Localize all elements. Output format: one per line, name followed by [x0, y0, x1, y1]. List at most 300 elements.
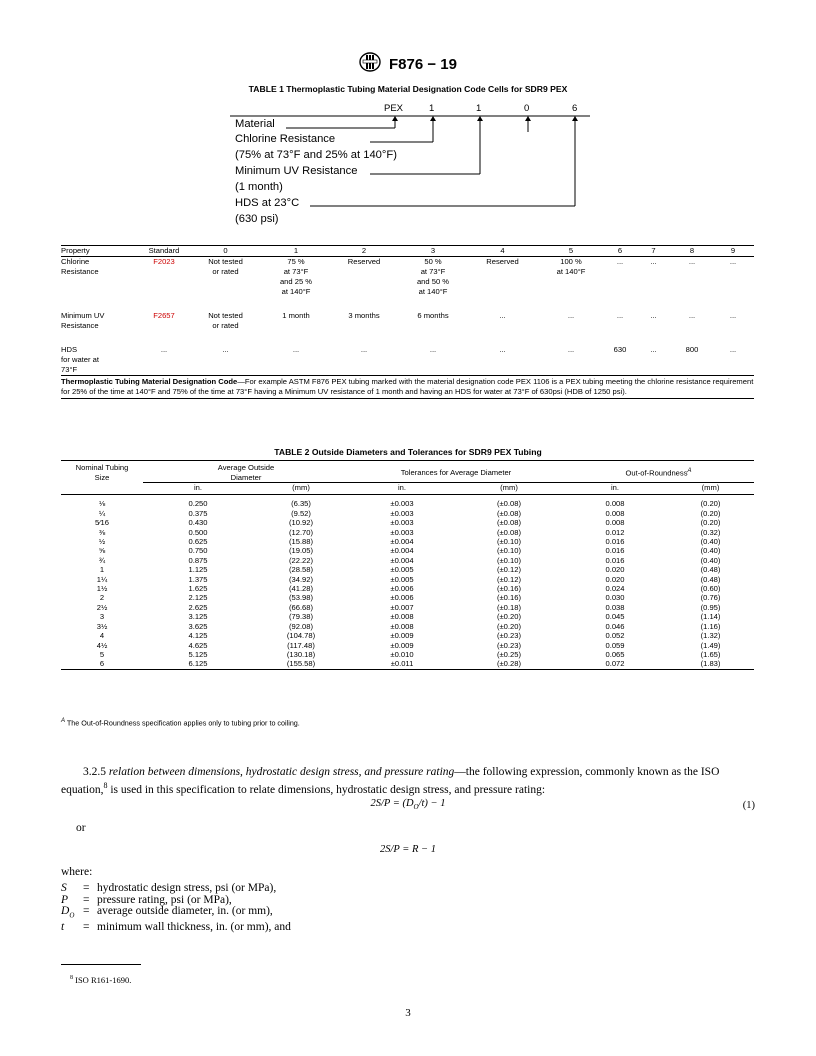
table2-size-cell: 1¼: [96, 574, 108, 584]
table2-value-cell: 4.625: [188, 640, 208, 650]
table1-value-line: 6 months: [417, 311, 449, 320]
table1-cell: [468, 257, 537, 312]
table2-size-cell: 4½: [96, 640, 108, 650]
table1-standard-cell: F2657: [153, 311, 175, 320]
table2-value-cell: ±0.011: [349, 659, 455, 669]
table1-value-line: Reserved: [347, 257, 381, 266]
table1-value-line: at 73°F: [283, 267, 309, 276]
diagram-label-hds-detail: (630 psi): [235, 213, 279, 225]
code-part-1a: 1: [429, 103, 435, 114]
table1-row: [61, 345, 754, 376]
table1-value-line: 100 %: [560, 257, 582, 266]
code-part-1b: 1: [476, 103, 482, 114]
table2-value-cell: ±0.003: [390, 508, 414, 518]
table2-value-cell: 1.125: [188, 565, 208, 575]
table2-value-cell: (±0.08): [496, 499, 521, 509]
section-text-1: —the following expression, commonly known as the ISO equation,: [61, 766, 720, 796]
table1-value-line: 630: [613, 345, 627, 354]
table2-size-cell: 1½: [96, 584, 108, 594]
table2-value-cell: 2.625: [188, 602, 208, 612]
table2-row: [61, 556, 754, 565]
table2-value-cell: ±0.006: [390, 584, 414, 594]
table2-value-cell: (92.08): [288, 621, 314, 631]
table1-footnote-row: [61, 376, 754, 399]
table2-value-cell: ±0.008: [390, 612, 414, 622]
definition-symbol-text: D: [61, 905, 70, 917]
definition-equals: =: [83, 905, 90, 917]
table2-row: [61, 650, 754, 659]
table2-unit-cell: (mm): [253, 483, 349, 495]
section-number: 3.2.5: [83, 766, 106, 778]
table2-value-cell: (0.20): [700, 508, 721, 518]
table2-value-cell: (22.22): [288, 555, 314, 565]
equation-1: [0, 798, 816, 811]
table2-value-cell: (1.16): [700, 621, 721, 631]
table2-value-cell: (0.20): [700, 518, 721, 528]
table2-size-cell: 5: [99, 649, 105, 659]
table1-cell: [712, 311, 754, 345]
footnote-ref: 8: [103, 781, 108, 790]
table2-value-cell: 5.125: [188, 649, 208, 659]
table2-value-cell: 0.625: [188, 537, 208, 547]
table1-cell: [262, 345, 330, 376]
astm-logo-icon: [359, 52, 381, 77]
table2-value-cell: ±0.006: [390, 593, 414, 603]
table2-value-cell: (34.92): [288, 574, 314, 584]
equation-number: (1): [742, 800, 755, 811]
table2-units-blank: [61, 483, 143, 495]
table2-value-cell: (1.49): [700, 640, 721, 650]
table2-value-cell: (±0.25): [496, 649, 521, 659]
table2-head-nominal-line1: Nominal Tubing: [75, 463, 129, 473]
table2-head-oor-sup: A: [687, 467, 692, 474]
table1-header-cell: 5: [537, 246, 605, 257]
table1-header-cell: 1: [262, 246, 330, 257]
table2-row: [61, 612, 754, 621]
table2-value-cell: 0.430: [188, 518, 208, 528]
table1-value-line: ...: [429, 345, 437, 354]
table1-cell: [61, 345, 139, 376]
code-part-pex: PEX: [384, 103, 404, 114]
table2-value-cell: (9.52): [291, 508, 311, 518]
table2-value-cell: ±0.009: [390, 640, 414, 650]
table1-property-line: Resistance: [61, 267, 99, 276]
table2-value-cell: (±0.20): [496, 621, 521, 631]
table2-row: [61, 528, 754, 537]
table2-value-cell: (±0.08): [496, 527, 521, 537]
table2-value-cell: (0.48): [700, 565, 721, 575]
table1-header-cell: 4: [468, 246, 537, 257]
table2-value-cell: (104.78): [286, 631, 316, 641]
table2-row: [61, 631, 754, 640]
definition-equals: =: [83, 893, 90, 906]
diagram-label-material: Material: [235, 118, 275, 130]
equation-1-sub: O: [413, 803, 419, 812]
table1-property-line: Resistance: [61, 321, 99, 330]
table1-value-line: ...: [650, 311, 657, 320]
table2-head-avg-od-line2: Diameter: [230, 472, 262, 482]
table2-value-cell: 0.045: [605, 612, 625, 622]
table1-cell: [537, 311, 605, 345]
table1-header-row: [61, 246, 754, 257]
table2-value-cell: 0.875: [188, 555, 208, 565]
table2-unit-cell: (mm): [667, 483, 754, 495]
table2-size-cell: 3: [99, 612, 105, 622]
table1-value-line: ...: [650, 257, 657, 266]
table1-value-line: at 140°F: [281, 287, 311, 296]
table2-row: [61, 641, 754, 650]
definition-symbol-text: S: [61, 882, 67, 894]
table2-value-cell: (±0.16): [496, 593, 521, 603]
table2-size-cell: 2: [99, 593, 105, 603]
table2-value-cell: (0.32): [700, 527, 721, 537]
section-text-2: is used in this specification to relate dimensions, hydrostatic design stress, and pressure rating:: [107, 783, 546, 796]
table2-row: [61, 593, 754, 602]
table2-value-cell: ±0.003: [390, 499, 414, 509]
table2-value-cell: (±0.16): [496, 584, 521, 594]
table1-cell: [537, 257, 605, 312]
table1-property-line: Minimum UV: [61, 311, 105, 320]
diagram-label-uv-detail: (1 month): [235, 181, 283, 193]
definition-symbol-text: t: [61, 920, 65, 933]
table1-value-line: 50 %: [424, 257, 442, 266]
equation-1-part1: 2S/P = (D: [370, 798, 414, 809]
table2-value-cell: 3.625: [188, 621, 208, 631]
table1-cell: [605, 311, 635, 345]
table2-note: [61, 718, 300, 727]
table1-cell: [330, 257, 398, 312]
table1-value-line: ...: [729, 257, 737, 266]
table1-header-cell: Standard: [139, 246, 189, 257]
table1-cell: [330, 345, 398, 376]
table2-row: [61, 584, 754, 593]
table2-value-cell: 6.125: [143, 659, 253, 669]
table2-head-tolerance: Tolerances for Average Diameter: [349, 461, 563, 483]
table1-value-line: ...: [499, 345, 506, 354]
table2-value-cell: (±0.08): [496, 518, 521, 528]
standard-designation: F876 − 19: [389, 56, 457, 73]
table1-cell: [262, 311, 330, 345]
table2-size-cell: ⅜: [98, 527, 106, 537]
table2-value-cell: (±0.12): [496, 574, 521, 584]
code-part-0: 0: [524, 103, 530, 114]
table2-value-cell: ±0.003: [390, 527, 414, 537]
table2-value-cell: (155.58): [253, 659, 349, 669]
table2-value-cell: ±0.005: [390, 565, 414, 575]
footnote-number: 8: [70, 975, 73, 982]
table1-cell: [61, 257, 139, 312]
definition-equals: =: [83, 882, 90, 894]
table2-size-cell: 5⁄16: [95, 518, 109, 528]
table2-outside-diameters: [61, 460, 754, 670]
table2-value-cell: 0.052: [605, 631, 625, 641]
table2-value-cell: (±0.08): [496, 508, 521, 518]
definition-text: pressure rating, psi (or MPa),: [97, 893, 232, 906]
table1-value-line: Reserved: [486, 257, 519, 266]
table2-value-cell: 0.008: [605, 518, 625, 528]
table2-row: [61, 575, 754, 584]
table2-value-cell: (10.92): [288, 518, 314, 528]
table1-property-line: HDS: [61, 345, 78, 354]
page-header: [0, 52, 816, 77]
table2-value-cell: (±0.23): [496, 631, 521, 641]
table2-value-cell: 0.024: [605, 584, 625, 594]
table2-size-cell: ⅛: [98, 499, 106, 509]
table2-value-cell: 0.030: [605, 593, 625, 603]
table2-head-oor-text: Out-of-Roundness: [625, 468, 688, 478]
table2-value-cell: 0.012: [605, 527, 625, 537]
table2-header-row: [61, 461, 754, 483]
table2-value-cell: 0.059: [605, 640, 625, 650]
table2-value-cell: 1.375: [188, 574, 208, 584]
table1-value-line: ...: [650, 345, 657, 354]
table2-size-cell: ½: [98, 537, 106, 547]
table1-cell: [712, 257, 754, 312]
table2-row: [61, 565, 754, 574]
table2-head-oor: [563, 461, 754, 483]
table2-value-cell: ±0.004: [390, 546, 414, 556]
table2-value-cell: (1.65): [700, 649, 721, 659]
diagram-label-chlorine: Chlorine Resistance: [235, 133, 336, 145]
table2-value-cell: 0.375: [188, 508, 208, 518]
footnote-8: [70, 975, 131, 985]
table2-value-cell: ±0.009: [390, 631, 414, 641]
table2-caption: TABLE 2 Outside Diameters and Tolerances for SDR9 PEX Tubing: [274, 447, 542, 457]
table2-value-cell: 0.065: [605, 649, 625, 659]
table2-value-cell: 0.020: [605, 565, 625, 575]
table1-cell: [635, 345, 672, 376]
table1-row: [61, 257, 754, 312]
table2-size-cell: 4: [99, 631, 105, 641]
table1-cell: [468, 345, 537, 376]
table2-value-cell: ±0.004: [390, 537, 414, 547]
definitions-list: [61, 883, 291, 933]
table2-value-cell: (±0.28): [455, 659, 563, 669]
table2-value-cell: (±0.10): [496, 555, 521, 565]
table1-cell: [635, 257, 672, 312]
table2-value-cell: (19.05): [288, 546, 314, 556]
table2-value-cell: 3.125: [188, 612, 208, 622]
table2-row: [61, 509, 754, 518]
table2-value-cell: 0.016: [605, 537, 625, 547]
table1-value-line: or rated: [212, 321, 239, 330]
table1-header-cell: 8: [672, 246, 712, 257]
table1-value-line: 800: [685, 345, 699, 354]
table2-unit-cell: in.: [143, 483, 253, 495]
diagram-label-hds: HDS at 23°C: [235, 197, 300, 209]
table1-value-line: at 140°F: [556, 267, 586, 276]
table1-cell: [672, 311, 712, 345]
or-text: or: [76, 822, 86, 834]
table2-size-cell: 1: [99, 565, 105, 575]
table1-caption: TABLE 1 Thermoplastic Tubing Material Designation Code Cells for SDR9 PEX: [248, 84, 568, 94]
table2-value-cell: 0.016: [605, 546, 625, 556]
table2-value-cell: (1.83): [667, 659, 754, 669]
section-title: relation between dimensions, hydrostatic design stress, and pressure rating: [108, 766, 455, 778]
definition-symbol-sub: O: [69, 911, 75, 920]
table1-value-line: at 73°F: [420, 267, 446, 276]
table2-row: [61, 499, 754, 508]
footnote-text: ISO R161-1690.: [73, 975, 132, 985]
table1-value-line: ...: [499, 311, 506, 320]
table1-cell: [605, 257, 635, 312]
table2-row: [61, 603, 754, 612]
definition-item: [61, 922, 291, 934]
table2-note-text: The Out-of-Roundness specification applies only to tubing prior to coiling.: [65, 718, 300, 728]
table1-value-line: ...: [729, 345, 737, 354]
table1-cell: [712, 345, 754, 376]
table1-cell: [189, 257, 262, 312]
table1-header-cell: 7: [635, 246, 672, 257]
table2-value-cell: (1.32): [700, 631, 721, 641]
table1-cell: [398, 257, 468, 312]
table2-unit-cell: in.: [349, 483, 455, 495]
table1-header-cell: 2: [330, 246, 398, 257]
table2-value-cell: (41.28): [288, 584, 314, 594]
table1-property-line: Chlorine: [61, 257, 90, 266]
table2-row: [61, 622, 754, 631]
table2-value-cell: (±0.10): [496, 537, 521, 547]
footnote-rule: [61, 964, 141, 965]
table1-value-line: ...: [292, 345, 300, 354]
table2-head-avg-od-line1: Average Outside: [217, 463, 275, 472]
table1-value-line: and 50 %: [416, 277, 450, 286]
definition-symbol-text: P: [61, 893, 69, 906]
table2-size-cell: 6: [61, 659, 143, 669]
table1-property-line: for water at: [61, 355, 99, 364]
table2-value-cell: 0.038: [605, 602, 625, 612]
table1-cell: [189, 311, 262, 345]
table2-value-cell: 0.250: [188, 499, 208, 509]
table2-value-cell: 0.500: [188, 527, 208, 537]
table2-unit-cell: in.: [563, 483, 667, 495]
table2-unit-cell: (mm): [455, 483, 563, 495]
table2-head-avg-od: [143, 461, 349, 483]
table1-cell: [398, 311, 468, 345]
table1-designation-cells: [61, 245, 754, 399]
table2-value-cell: 4.125: [188, 631, 208, 641]
table1-standard-cell: F2023: [153, 257, 175, 266]
table1-cell: [635, 311, 672, 345]
table1-value-line: ...: [360, 345, 368, 354]
table2-value-cell: (130.18): [286, 649, 316, 659]
table1-header-cell: 3: [398, 246, 468, 257]
table2-size-cell: ¾: [98, 555, 106, 565]
table2-value-cell: 0.008: [605, 508, 625, 518]
table2-value-cell: (0.40): [700, 537, 721, 547]
table2-row: [61, 546, 754, 555]
table2-value-cell: (0.40): [700, 546, 721, 556]
table2-value-cell: (66.68): [288, 602, 314, 612]
table1-value-line: 1 month: [282, 311, 310, 320]
table1-value-line: and 25 %: [279, 277, 313, 286]
table1-value-line: ...: [688, 257, 696, 266]
table2-value-cell: (±0.20): [496, 612, 521, 622]
table2-size-cell: 2½: [96, 602, 108, 612]
table1-cell: [61, 311, 139, 345]
table2-value-cell: ±0.004: [390, 555, 414, 565]
table2-value-cell: (0.40): [700, 555, 721, 565]
table1-value-line: 75 %: [287, 257, 305, 266]
table1-value-line: ...: [729, 311, 737, 320]
table1-body: [61, 257, 754, 376]
table1-row: [61, 311, 754, 345]
table1-value-line: Not tested: [208, 311, 243, 320]
table2-value-cell: (1.14): [700, 612, 721, 622]
table2-value-cell: ±0.003: [390, 518, 414, 528]
table1-header-cell: 0: [189, 246, 262, 257]
table2-value-cell: 0.020: [605, 574, 625, 584]
table2-value-cell: (0.76): [700, 593, 721, 603]
table2-note-sup: A: [61, 718, 66, 724]
table2-head-nominal-line2: Size: [94, 472, 110, 482]
diagram-label-uv: Minimum UV Resistance: [235, 165, 358, 177]
table2-value-cell: (117.48): [287, 640, 315, 650]
table2-row: [61, 659, 754, 669]
table1-value-line: ...: [616, 311, 624, 320]
table2-size-cell: ¼: [98, 508, 106, 518]
table2-value-cell: (79.38): [288, 612, 314, 622]
table2-body: [61, 499, 754, 669]
definition-text: minimum wall thickness, in. (or mm), and: [97, 920, 291, 933]
table1-cell: [330, 311, 398, 345]
equation-2: 2S/P = R − 1: [380, 844, 436, 855]
table1-value-line: Not tested: [208, 257, 243, 266]
table2-units-row: [61, 483, 754, 495]
table2-value-cell: 1.625: [188, 584, 208, 594]
table1-header-cell: 6: [605, 246, 635, 257]
table2-value-cell: ±0.010: [390, 649, 414, 659]
table2-value-cell: (±0.23): [496, 640, 521, 650]
diagram-label-chlorine-detail: (75% at 73°F and 25% at 140°F): [235, 149, 397, 161]
where-label: where:: [61, 866, 93, 878]
definition-symbol: [61, 906, 83, 922]
table1-cell: [189, 345, 262, 376]
table2-value-cell: (0.48): [700, 574, 721, 584]
table1-cell: [537, 345, 605, 376]
table1-property-line: 73°F: [61, 365, 78, 374]
code-part-6: 6: [572, 103, 578, 114]
definition-equals: =: [83, 920, 90, 933]
table1-value-line: ...: [567, 345, 575, 354]
designation-code-diagram: [230, 102, 590, 232]
table2-value-cell: 0.008: [605, 499, 625, 509]
table1-value-line: 3 months: [348, 311, 380, 320]
table2-head-nominal: [61, 461, 143, 483]
table1-header-cell: Property: [61, 246, 139, 257]
table1-footnote-text: —For example ASTM F876 PEX tubing marked with the material designation code PEX 1106 is a PEX tubing meeting the chlorine resistance requirement for 25% of the time at 140°F and 75% of the time at 73°F having a Minimum UV resistance of 1 month and having an HDS for water at 73°F of 630psi (HDB of 1250 psi).: [61, 377, 754, 396]
table1-cell: [672, 345, 712, 376]
definition-symbol: [61, 922, 83, 934]
table2-value-cell: (0.95): [700, 602, 721, 612]
equation-1-part2: /t) − 1: [418, 798, 446, 809]
table2-value-cell: (6.35): [291, 499, 311, 509]
table2-value-cell: (±0.18): [496, 602, 521, 612]
table1-cell: [398, 345, 468, 376]
table2-value-cell: 0.072: [563, 659, 667, 669]
table1-cell: [468, 311, 537, 345]
definition-text: hydrostatic design stress, psi (or MPa),: [97, 882, 277, 894]
table2-value-cell: 0.016: [605, 555, 625, 565]
table2-value-cell: ±0.007: [390, 602, 414, 612]
definition-text: average outside diameter, in. (or mm),: [97, 905, 273, 917]
table2-size-cell: ⅝: [98, 546, 106, 556]
table2-value-cell: (12.70): [288, 527, 314, 537]
table1-value-line: at 140°F: [418, 287, 448, 296]
table2-value-cell: (15.88): [288, 537, 314, 547]
table1-value-line: ...: [688, 311, 696, 320]
table2-value-cell: 2.125: [188, 593, 208, 603]
